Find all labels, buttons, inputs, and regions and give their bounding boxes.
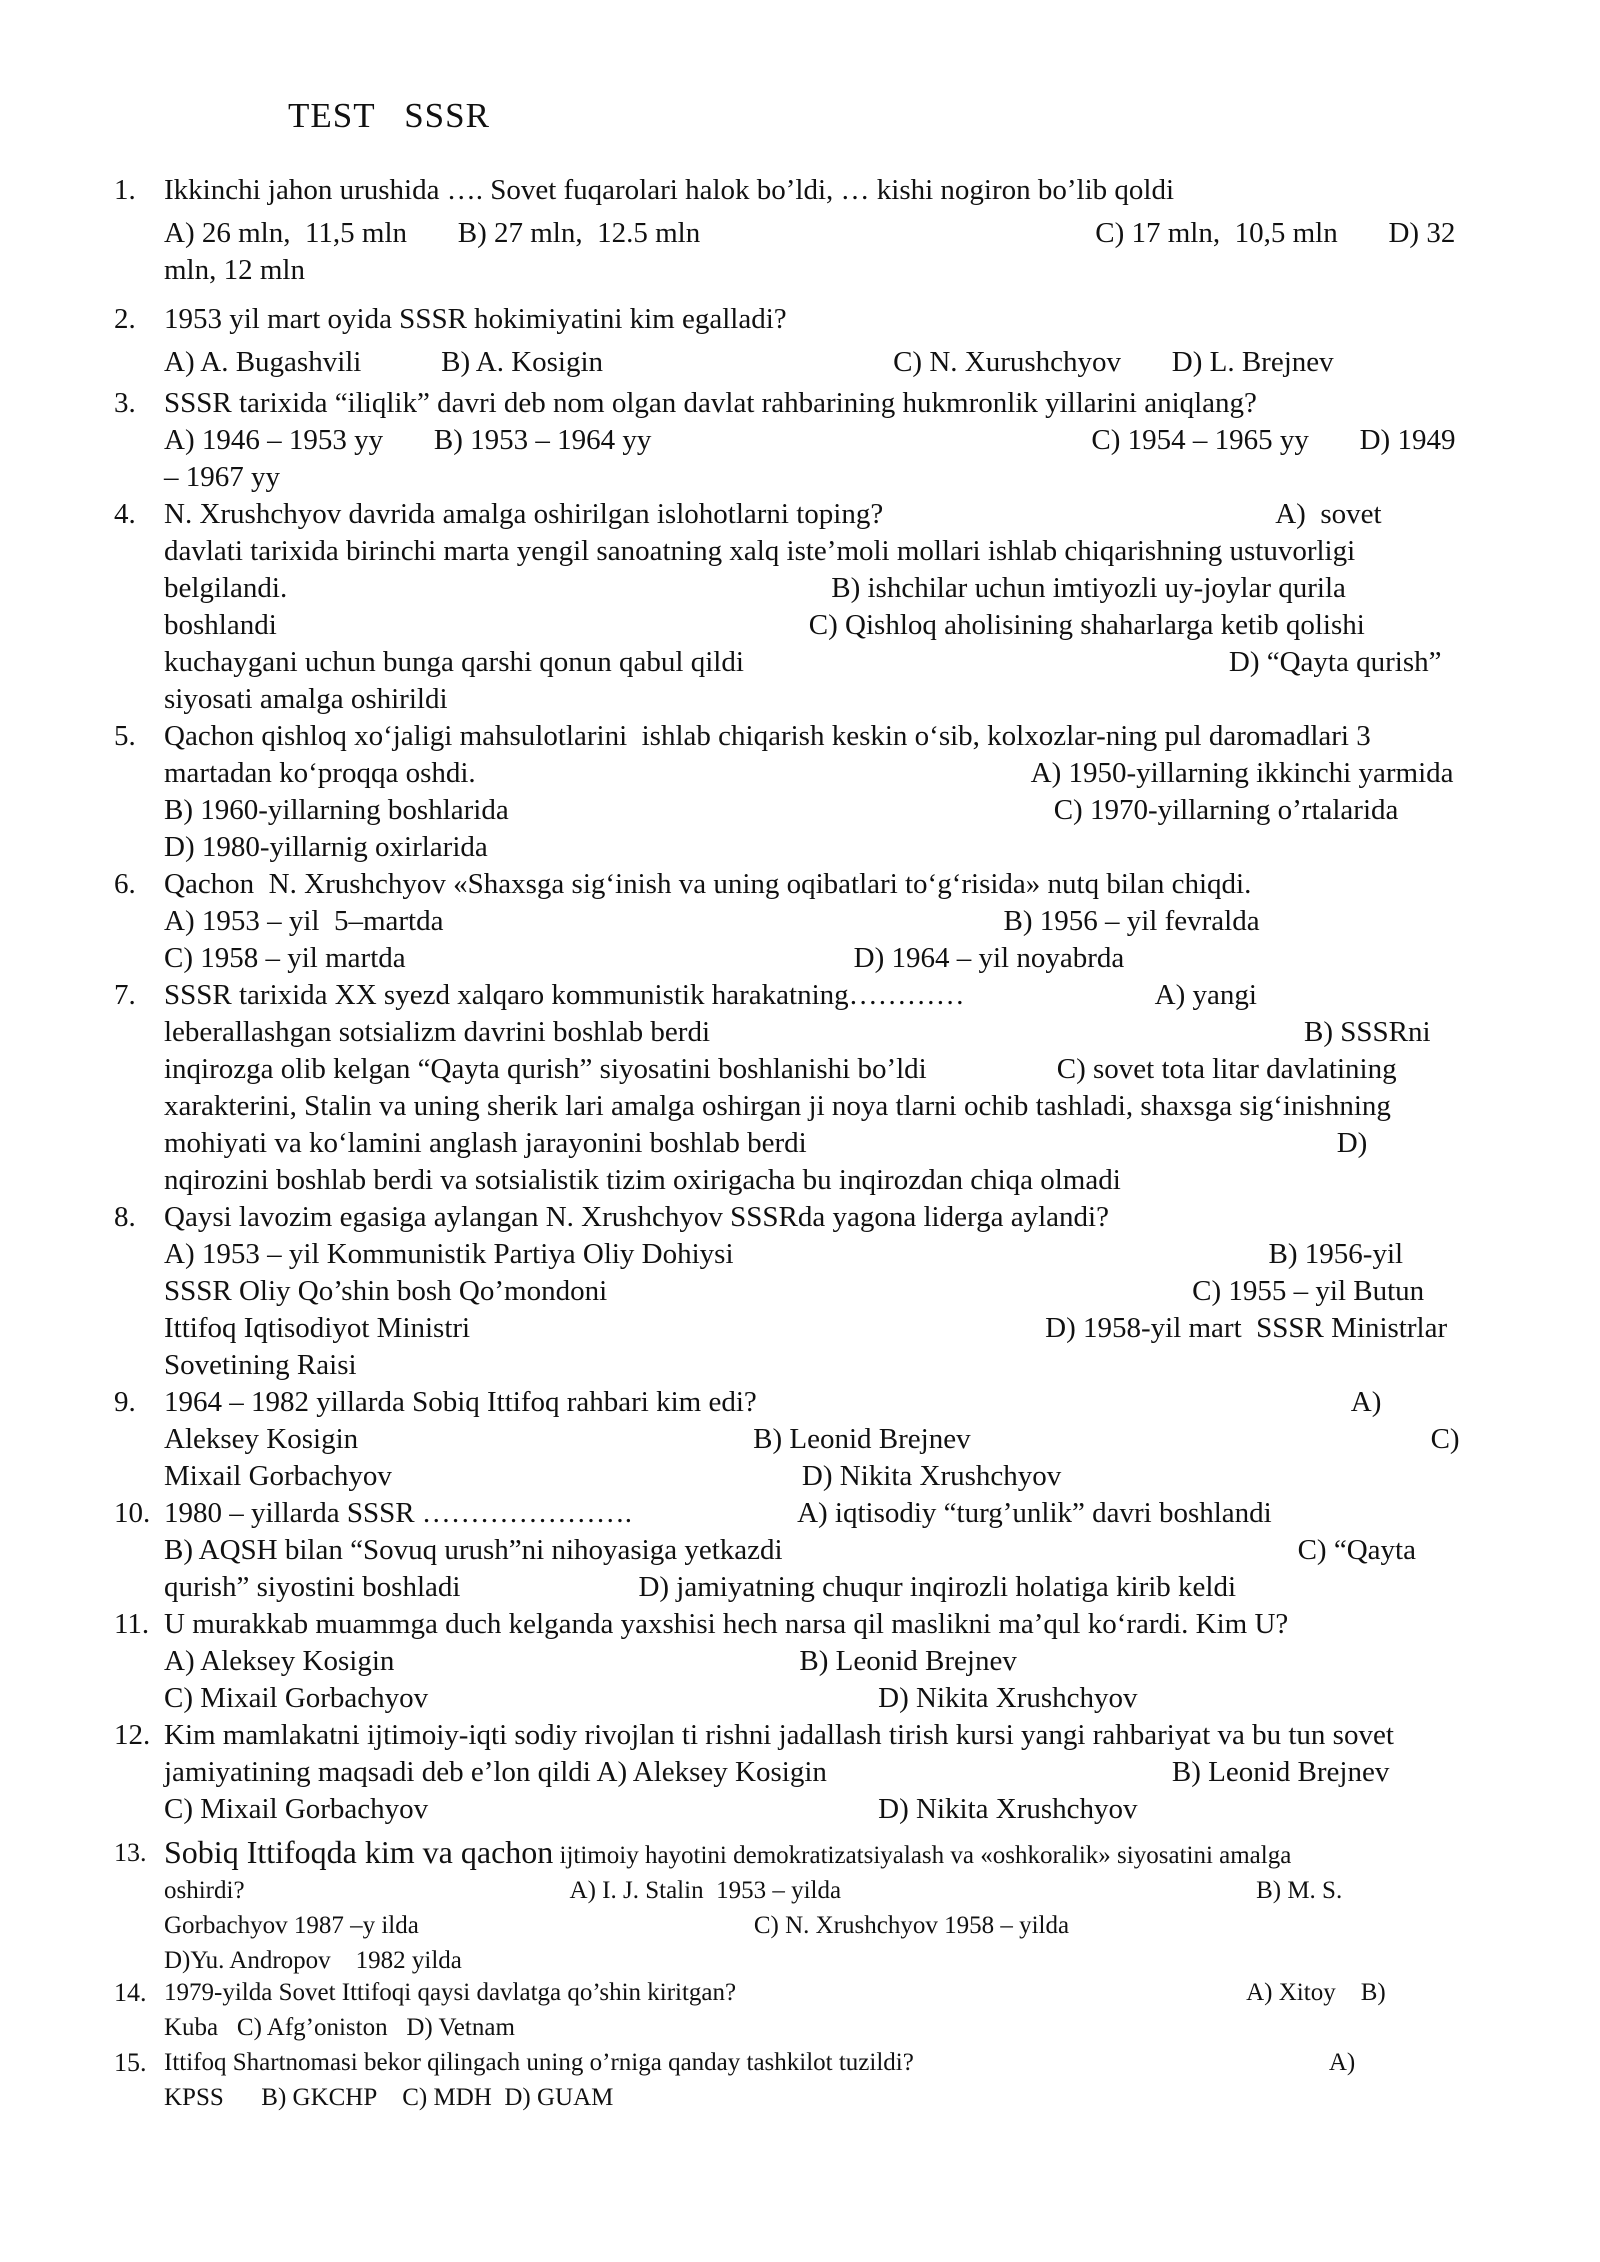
question-1 bbox=[114, 172, 1554, 289]
question-number: 7. bbox=[114, 979, 136, 1011]
question-number: 5. bbox=[114, 720, 136, 752]
question-text: N. Xrushchyov davrida amalga oshirilgan islohotlarni toping? A) sovet davlati tarixida birinchi marta yengil sanoatning xalq iste’moli mollari ishlab chiqarishning ustuvorligi belgilandi. B) ishchilar uchun imtiyozli uy-joylar qurila boshlandi C) Qishloq aholisining shaharlarga ketib qolishi kuchaygani uchun bunga qarshi qonun qabul qildi D) “Qayta qurish” siyosati amalga oshirildi bbox=[164, 498, 1442, 715]
question-number: 15. bbox=[114, 2048, 147, 2077]
question-13 bbox=[114, 1835, 1554, 1978]
question-number: 14. bbox=[114, 1978, 147, 2007]
question-number: 3. bbox=[114, 387, 136, 419]
question-text: Ikkinchi jahon urushida …. Sovet fuqarolari halok bo’ldi, … kishi nogiron bo’lib qoldi A) 26 mln, 11,5 mln B) 27 mln, 12.5 mln C) 17 mln, 10,5 mln D) 32 mln, 12 mln bbox=[164, 174, 1456, 286]
question-text: Sobiq Ittifoqda kim va qachon ijtimoiy hayotini demokratizatsiyalash va «oshkoralik» siyosatini amalga oshirdi? A) I. J. Stalin 1953 – yilda B) M. S. Gorbachyov 1987 –y ilda C) N. Xrushchyov 1958 – yilda D)Yu. Andropov 1982 yilda bbox=[164, 1834, 1343, 1974]
question-12 bbox=[114, 1717, 1554, 1828]
question-2 bbox=[114, 301, 1554, 381]
question-number: 1. bbox=[114, 174, 136, 206]
question-11 bbox=[114, 1606, 1554, 1717]
question-number: 9. bbox=[114, 1386, 136, 1418]
question-number: 10. bbox=[114, 1497, 151, 1529]
question-text: U murakkab muammga duch kelganda yaxshisi hech narsa qil maslikni ma’qul ko‘rardi. Kim U? A) Aleksey Kosigin B) Leonid Brejnev C) Mixail Gorbachyov D) Nikita Xrushchyov bbox=[164, 1608, 1289, 1714]
question-text: Ittifoq Shartnomasi bekor qilingach uning o’rniga qanday tashkilot tuzildi? A) KPSS B) GKCHP C) MDH D) GUAM bbox=[164, 2049, 1356, 2111]
question-text: Qachon qishloq xo‘jaligi mahsulotlarini ishlab chiqarish keskin o‘sib, kolxozlar-ning pul daromadlari 3 martadan ko‘proqqa oshdi. A) 1950-yillarning ikkinchi yarmida B) 1960-yillarning boshlarida C) 1970-yillarning o’rtalarida D) 1980-yillarnig oxirlarida bbox=[164, 720, 1454, 863]
question-text: 1953 yil mart oyida SSSR hokimiyatini kim egalladi? A) A. Bugashvili B) A. Kosigin C) N. Xurushchyov D) L. Brejnev bbox=[164, 303, 1334, 378]
question-7 bbox=[114, 977, 1554, 1199]
question-number: 12. bbox=[114, 1719, 151, 1751]
question-number: 4. bbox=[114, 498, 136, 530]
question-text: 1980 – yillarda SSSR …………………. A) iqtisodiy “turg’unlik” davri boshlandi B) AQSH bilan “Sovuq urush”ni nihoyasiga yetkazdi C) “Qayta qurish” siyostini boshladi D) jamiyatning chuqur inqirozli holatiga kirib keldi bbox=[164, 1497, 1416, 1603]
question-9 bbox=[114, 1384, 1554, 1495]
question-6 bbox=[114, 866, 1554, 977]
question-text: Qaysi lavozim egasiga aylangan N. Xrushchyov SSSRda yagona liderga aylandi? A) 1953 – yil Kommunistik Partiya Oliy Dohiysi B) 1956-yil SSSR Oliy Qo’shin bosh Qo’mondoni C) 1955 – yil Butun Ittifoq Iqtisodiyot Ministri D) 1958-yil mart SSSR Ministrlar Sovetining Raisi bbox=[164, 1201, 1448, 1381]
question-text: SSSR tarixida “iliqlik” davri deb nom olgan davlat rahbarining hukmronlik yillarini aniqlang? A) 1946 – 1953 yy B) 1953 – 1964 yy C) 1954 – 1965 yy D) 1949 – 1967 yy bbox=[164, 387, 1456, 493]
question-5 bbox=[114, 718, 1554, 866]
question-number: 8. bbox=[114, 1201, 136, 1233]
page-title: TEST SSSR bbox=[288, 96, 490, 135]
question-text: 1964 – 1982 yillarda Sobiq Ittifoq rahbari kim edi? A) Aleksey Kosigin B) Leonid Brejnev C) Mixail Gorbachyov D) Nikita Xrushchyov bbox=[164, 1386, 1460, 1492]
question-4 bbox=[114, 496, 1554, 718]
question-15 bbox=[114, 2045, 1554, 2115]
question-14 bbox=[114, 1975, 1554, 2045]
question-text: Qachon N. Xrushchyov «Shaxsga sig‘inish va uning oqibatlari to‘g‘risida» nutq bilan chiqdi. A) 1953 – yil 5–martda B) 1956 – yil fevralda C) 1958 – yil martda D) 1964 – yil noyabrda bbox=[164, 868, 1260, 974]
question-number: 2. bbox=[114, 303, 136, 335]
question-8 bbox=[114, 1199, 1554, 1384]
question-text: SSSR tarixida XX syezd xalqaro kommunistik harakatning………… A) yangi leberallashgan sotsializm davrini boshlab berdi B) SSSRni inqirozga olib kelgan “Qayta qurish” siyosatini boshlanishi bo’ldi C) sovet tota litar davlatining xarakterini, Stalin va uning sherik lari amalga oshirgan ji noya tlarni ochib tashladi, shaxsga sig‘inishning mohiyati va ko‘lamini anglash jarayonini boshlab berdi D) nqirozini boshlab berdi va sotsialistik tizim oxirigacha bu inqirozdan chiqa olmadi bbox=[164, 979, 1431, 1196]
question-number: 13. bbox=[114, 1838, 147, 1867]
question-number: 6. bbox=[114, 868, 136, 900]
question-3 bbox=[114, 385, 1554, 496]
question-text: 1979-yilda Sovet Ittifoqi qaysi davlatga qo’shin kiritgan? A) Xitoy B) Kuba C) Afg’oniston D) Vetnam bbox=[164, 1979, 1386, 2041]
question-text: Kim mamlakatni ijtimoiy-iqti sodiy rivojlan ti rishni jadallash tirish kursi yangi rahbariyat va bu tun sovet jamiyatining maqsadi deb e’lon qildi A) Aleksey Kosigin B) Leonid Brejnev C) Mixail Gorbachyov D) Nikita Xrushchyov bbox=[164, 1719, 1394, 1825]
question-10 bbox=[114, 1495, 1554, 1606]
question-number: 11. bbox=[114, 1608, 150, 1640]
